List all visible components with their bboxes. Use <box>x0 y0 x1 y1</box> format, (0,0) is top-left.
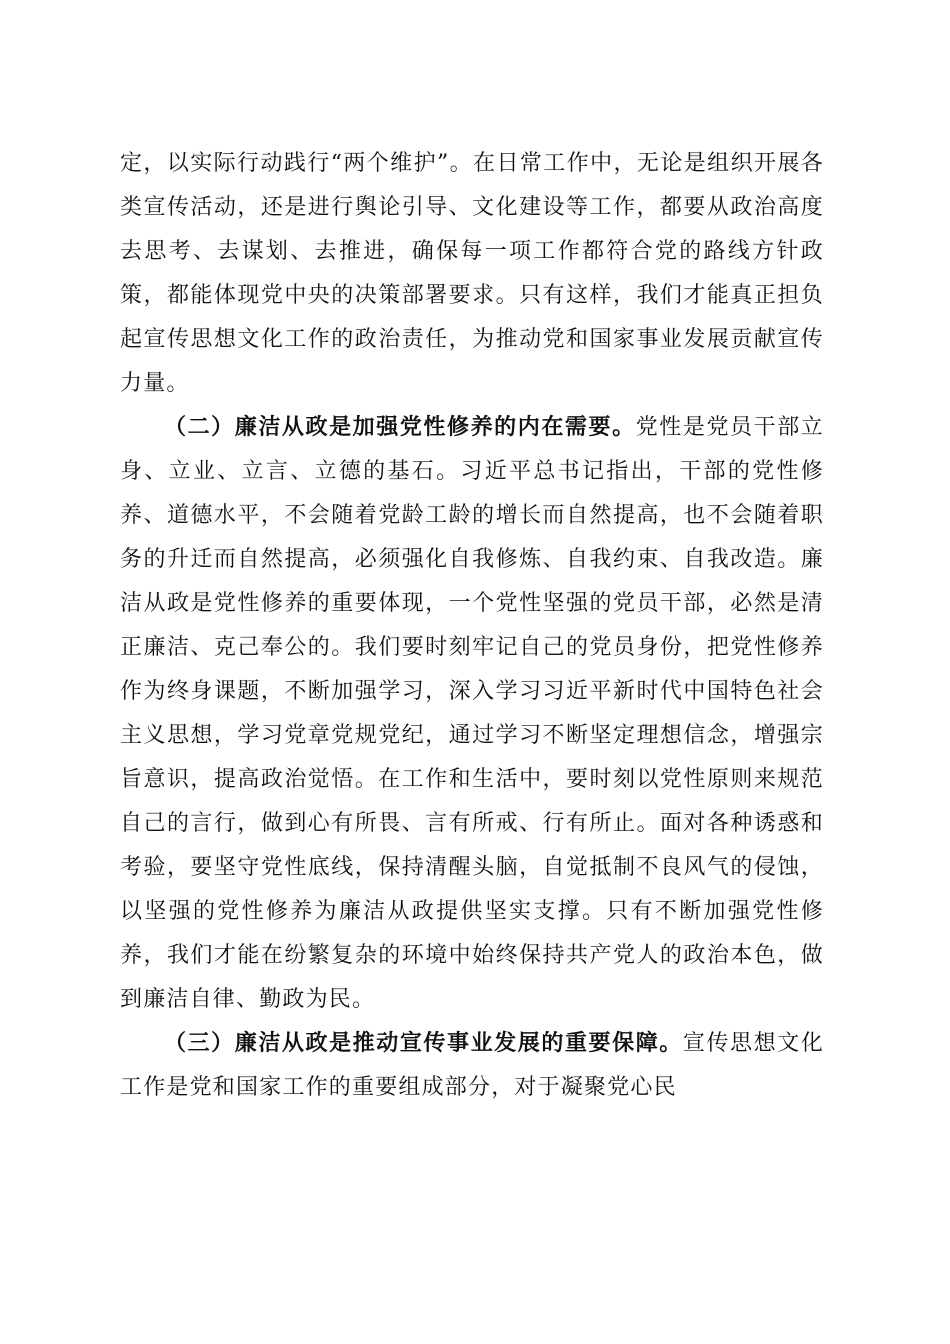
paragraph-3-heading: （三）廉洁从政是推动宣传事业发展的重要保障。 <box>164 1031 683 1056</box>
document-body <box>120 142 824 1110</box>
paragraph-2-heading: （二）廉洁从政是加强党性修养的内在需要。 <box>164 415 636 440</box>
paragraph-1 <box>120 142 824 406</box>
paragraph-2 <box>120 406 824 1022</box>
paragraph-3 <box>120 1022 824 1110</box>
paragraph-3-text: 宣传思想文化工作是党和国家工作的重要组成部分，对于凝聚党心民 <box>120 1031 824 1100</box>
paragraph-2-text: 党性是党员干部立身、立业、立言、立德的基石。习近平总书记指出，干部的党性修养、道德水平，不会随着党龄工龄的增长而自然提高，也不会随着职务的升迁而自然提高，必须强化自我修炼、自我约束、自我改造。廉洁从政是党性修养的重要体现，一个党性坚强的党员干部，必然是清正廉洁、克己奉公的。我们要时刻牢记自己的党员身份，把党性修养作为终身课题，不断加强学习，深入学习习近平新时代中国特色社会主义思想，学习党章党规党纪，通过学习不断坚定理想信念，增强宗旨意识，提高政治觉悟。在工作和生活中，要时刻以党性原则来规范自己的言行，做到心有所畏、言有所戒、行有所止。面对各种诱惑和考验，要坚守党性底线，保持清醒头脑，自觉抵制不良风气的侵蚀，以坚强的党性修养为廉洁从政提供坚实支撑。只有不断加强党性修养，我们才能在纷繁复杂的环境中始终保持共产党人的政治本色，做到廉洁自律、勤政为民。 <box>120 415 824 1012</box>
paragraph-1-text: 定，以实际行动践行“两个维护”。在日常工作中，无论是组织开展各类宣传活动，还是进行舆论引导、文化建设等工作，都要从政治高度去思考、去谋划、去推进，确保每一项工作都符合党的路线方针政策，都能体现党中央的决策部署要求。只有这样，我们才能真正担负起宣传思想文化工作的政治责任，为推动党和国家事业发展贡献宣传力量。 <box>120 151 824 396</box>
